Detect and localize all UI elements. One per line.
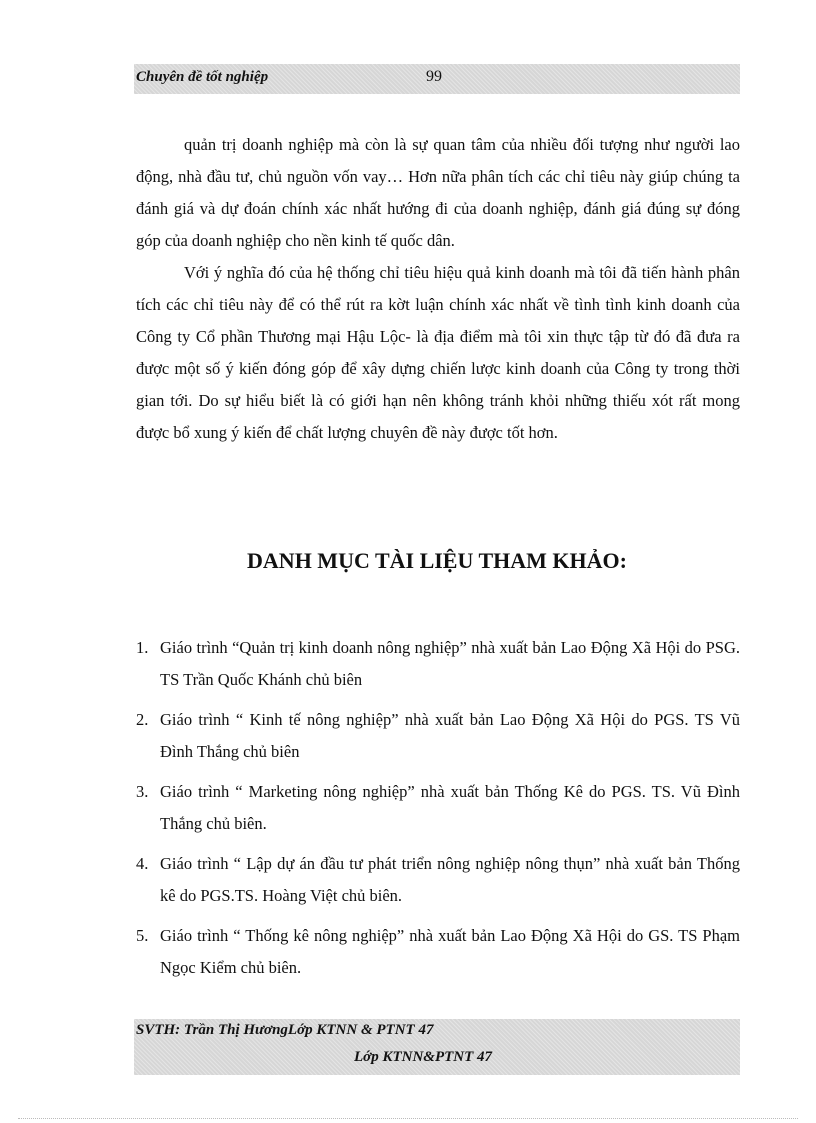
reference-text: Giáo trình “ Lập dự án đầu tư phát triển nông nghiệp nông thụn” nhà xuất bản Thống kê do PGS.TS. Hoàng Việt chủ biên.: [160, 854, 740, 905]
page-footer: [134, 1019, 740, 1075]
reference-number: 3.: [136, 782, 149, 801]
paragraph: quản trị doanh nghiệp mà còn là sự quan tâm của nhiều đối tượng như người lao động, nhà đầu tư, chủ nguồn vốn vay… Hơn nữa phân tích các chỉ tiêu này giúp chúng ta đánh giá và dự đoán chính xác nhất hướng đi của doanh nghiệp, đánh giá đúng sự đóng góp của doanh nghiệp cho nền kinh tế quốc dân.: [136, 135, 740, 250]
paragraph: Với ý nghĩa đó của hệ thống chỉ tiêu hiệu quả kinh doanh mà tôi đã tiến hành phân tích các chỉ tiêu này để có thể rút ra kờt luận chính xác nhất về tình tình kinh doanh của Công ty Cổ phần Thương mại Hậu Lộc- là địa điểm mà tôi xin thực tập từ đó đã đưa ra được một số ý kiến đóng góp để xây dựng chiến lược kinh doanh của Công ty trong thời gian tới. Do sự hiểu biết là có giới hạn nên không tránh khỏi những thiếu xót rất mong được bổ xung ý kiến để chất lượng chuyên đề này được tốt hơn.: [136, 263, 740, 442]
reference-number: 2.: [136, 710, 149, 729]
reference-item: [136, 704, 740, 768]
reference-text: Giáo trình “ Marketing nông nghiệp” nhà xuất bản Thống Kê do PGS. TS. Vũ Đình Thắng chủ biên.: [160, 782, 740, 833]
page-header: [134, 64, 740, 94]
header-title: Chuyên đề tốt nghiệp: [136, 69, 269, 85]
reference-number: 5.: [136, 926, 149, 945]
footer-author: SVTH: Trần Thị HươngLớp KTNN & PTNT 47: [136, 1022, 434, 1038]
reference-text: Giáo trình “ Thống kê nông nghiệp” nhà xuất bản Lao Động Xã Hội do GS. TS Phạm Ngọc Kiểm chủ biên.: [160, 926, 740, 977]
page-bottom-divider: [18, 1118, 798, 1119]
references-list: [136, 632, 740, 992]
reference-text: Giáo trình “Quản trị kinh doanh nông nghiệp” nhà xuất bản Lao Động Xã Hội do PSG. TS Trần Quốc Khánh chủ biên: [160, 638, 740, 689]
reference-item: [136, 776, 740, 840]
body-text: [136, 129, 740, 449]
page-number: 99: [426, 68, 442, 85]
reference-number: 4.: [136, 854, 149, 873]
reference-item: [136, 632, 740, 696]
references-heading: DANH MỤC TÀI LIỆU THAM KHẢO:: [247, 548, 627, 573]
reference-number: 1.: [136, 638, 149, 657]
reference-item: [136, 920, 740, 984]
footer-class: Lớp KTNN&PTNT 47: [354, 1049, 493, 1065]
reference-text: Giáo trình “ Kinh tế nông nghiệp” nhà xuất bản Lao Động Xã Hội do PGS. TS Vũ Đình Thắng chủ biên: [160, 710, 740, 761]
reference-item: [136, 848, 740, 912]
